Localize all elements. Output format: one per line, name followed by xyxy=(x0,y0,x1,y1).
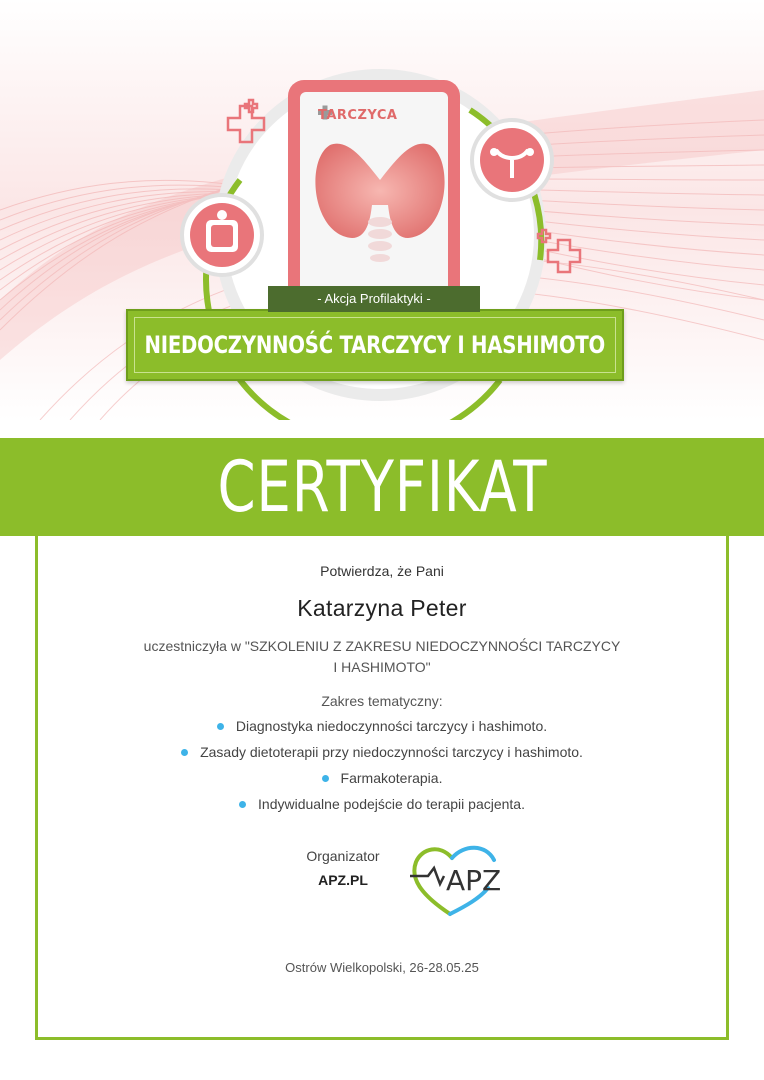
organizer-label: Organizator xyxy=(306,848,380,864)
certificate-title: CERTYFIKAT xyxy=(217,446,547,528)
participation-text xyxy=(0,636,764,678)
participation-line-1: uczestniczyła w "SZKOLENIU Z ZAKRESU NIEDOCZYNNOŚCI TARCZYCY xyxy=(143,638,621,654)
campaign-banner xyxy=(126,309,624,381)
apz-logo-text: APZ xyxy=(446,864,502,897)
bullet-icon xyxy=(217,723,224,730)
list-item xyxy=(0,715,764,741)
topic-text: Zasady dietoterapii przy niedoczynności tarczycy i hashimoto. xyxy=(200,744,583,760)
confirm-line: Potwierdza, że Pani xyxy=(320,563,444,579)
participation-line-2: I HASHIMOTO" xyxy=(333,659,431,675)
organizer-name: APZ.PL xyxy=(318,872,368,888)
clipboard-label: TARCZYCA xyxy=(318,108,398,123)
bullet-icon xyxy=(181,749,188,756)
place-date: Ostrów Wielkopolski, 26-28.05.25 xyxy=(285,960,479,975)
apz-logo xyxy=(410,838,516,922)
bullet-icon xyxy=(239,801,246,808)
scope-heading: Zakres tematyczny: xyxy=(321,693,443,709)
topic-list xyxy=(0,715,764,819)
list-item xyxy=(0,767,764,793)
topic-text: Indywidualne podejście do terapii pacjenta. xyxy=(258,796,525,812)
campaign-tag: - Akcja Profilaktyki - xyxy=(268,286,480,312)
campaign-title: NIEDOCZYNNOŚĆ TARCZYCY I HASHIMOTO xyxy=(144,331,606,359)
topic-text: Diagnostyka niedoczynności tarczycy i hashimoto. xyxy=(235,718,548,734)
reproductive-organ-icon xyxy=(472,120,552,200)
list-item xyxy=(0,741,764,767)
recipient-name: Katarzyna Peter xyxy=(297,595,467,621)
bullet-icon xyxy=(322,775,329,782)
certificate-title-band xyxy=(0,438,764,536)
weight-scale-icon xyxy=(182,195,262,275)
list-item xyxy=(0,793,764,819)
topic-text: Farmakoterapia. xyxy=(340,770,443,786)
campaign-banner-inner xyxy=(134,317,616,373)
